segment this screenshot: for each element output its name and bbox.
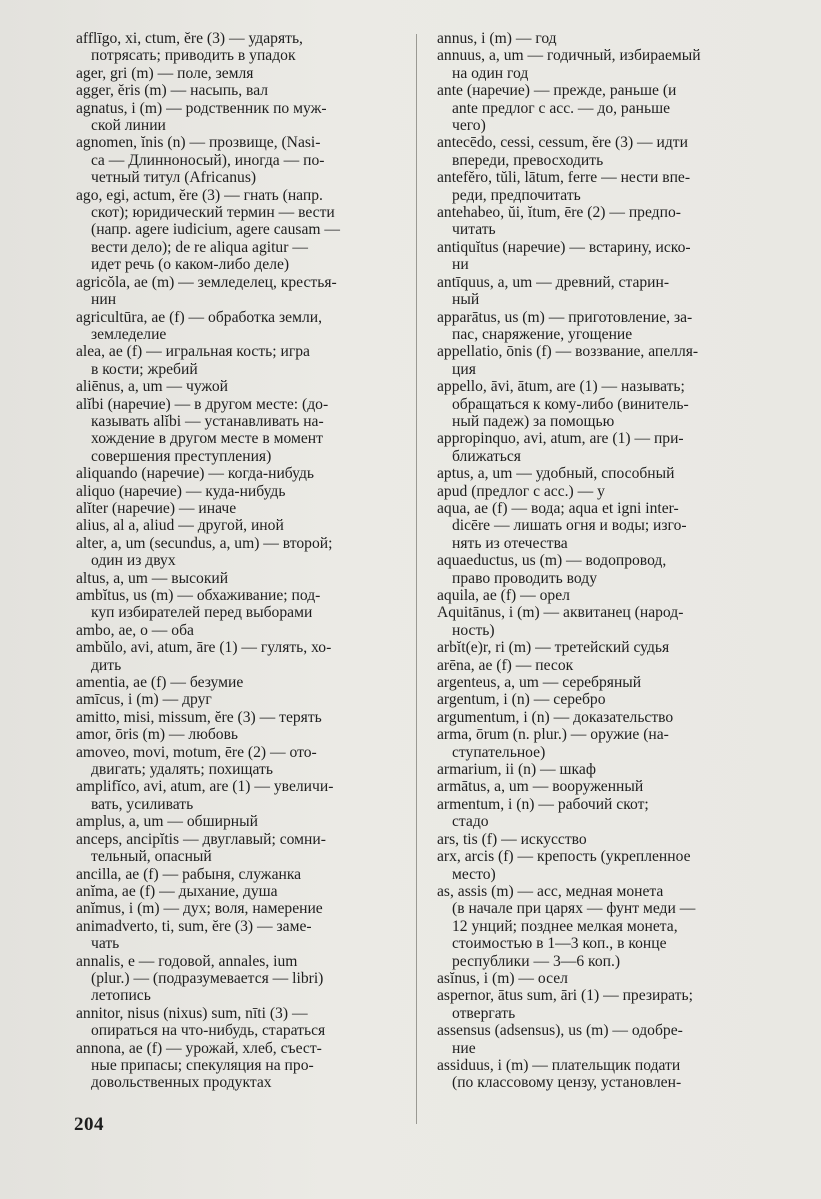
entry-headline: ars, tis (f) — искусство	[437, 830, 587, 848]
entry-headline: amplus, a, um — обширный	[76, 813, 258, 831]
entry-headline: antefĕro, tŭli, lātum, ferre — нести впе-	[437, 169, 691, 187]
entry-continuation: в кости; жребий	[91, 360, 198, 378]
right-column	[437, 30, 787, 1092]
entry-continuation: скот); юридический термин — вести	[91, 204, 335, 222]
entry-headline: alter, a, um (secundus, a, um) — второй;	[76, 534, 333, 552]
entry-headline: ambŭlo, avi, atum, āre (1) — гулять, хо-	[76, 639, 332, 657]
dictionary-entry	[76, 813, 426, 830]
dictionary-entry	[437, 587, 787, 604]
entry-headline: antecēdo, cessi, cessum, ĕre (3) — идти	[437, 134, 688, 152]
dictionary-entry	[76, 866, 426, 883]
entry-headline: aspernor, ātus sum, āri (1) — презирать;	[437, 987, 693, 1005]
dictionary-entry	[437, 378, 787, 430]
dictionary-entry	[76, 691, 426, 708]
entry-headline: ante (наречие) — прежде, раньше (и	[437, 82, 677, 100]
entry-headline: aquaeductus, us (m) — водопровод,	[437, 552, 667, 570]
dictionary-entry	[76, 900, 426, 917]
entry-headline: amitto, misi, missum, ĕre (3) — терять	[76, 708, 322, 726]
dictionary-entry	[76, 30, 426, 65]
entry-continuation: ность)	[452, 621, 495, 639]
dictionary-entry	[437, 430, 787, 465]
dictionary-entry	[76, 831, 426, 866]
dictionary-entry	[76, 709, 426, 726]
dictionary-entry	[437, 831, 787, 848]
dictionary-entry	[76, 187, 426, 274]
dictionary-entry	[437, 82, 787, 134]
entry-headline: assensus (adsensus), us (m) — одобре-	[437, 1022, 683, 1040]
entry-continuation: место)	[452, 865, 496, 883]
entry-continuation: (в начале при царях — фунт меди —	[452, 900, 696, 918]
entry-headline: aquila, ae (f) — орел	[437, 587, 570, 604]
entry-headline: arēna, ae (f) — песок	[437, 656, 574, 674]
entry-continuation: (plur.) — (подразумевается — libri)	[91, 969, 324, 987]
entry-headline: argenteus, a, um — серебряный	[437, 674, 642, 692]
entry-continuation: ный	[452, 291, 480, 309]
entry-headline: altus, a, um — высокий	[76, 569, 229, 587]
entry-headline: anceps, ancipĭtis — двуглавый; сомни-	[76, 830, 326, 848]
dictionary-entry	[437, 343, 787, 378]
entry-continuation: довольственных продуктах	[91, 1074, 272, 1092]
entry-continuation: ный падеж) за помощью	[452, 412, 615, 430]
entry-headline: armātus, a, um — вооруженный	[437, 778, 644, 796]
entry-continuation: ской линии	[91, 117, 166, 135]
entry-headline: amor, ōris (m) — любовь	[76, 726, 239, 744]
entry-continuation: на один год	[452, 64, 529, 82]
entry-continuation: ные припасы; спекуляция на про-	[91, 1056, 314, 1074]
dictionary-entry	[76, 622, 426, 639]
entry-continuation: куп избирателей перед выборами	[91, 604, 313, 622]
entry-continuation: (по классовому цензу, установлен-	[452, 1074, 682, 1092]
dictionary-entry	[437, 465, 787, 482]
entry-headline: annalis, e — годовой, annales, ium	[76, 952, 298, 970]
column-divider	[416, 34, 417, 1124]
dictionary-entry	[76, 778, 426, 813]
dictionary-entry	[437, 30, 787, 47]
entry-headline: afflīgo, xi, ctum, ĕre (3) — ударять,	[76, 30, 303, 47]
dictionary-entry	[437, 657, 787, 674]
entry-headline: aptus, a, um — удобный, способный	[437, 465, 675, 483]
entry-continuation: казывать alĭbi — устанавливать на-	[91, 412, 324, 430]
entry-headline: alius, al a, aliud — другой, иной	[76, 517, 284, 535]
dictionary-entry	[437, 1057, 787, 1092]
page-number: 204	[74, 1114, 104, 1135]
dictionary-entry	[76, 500, 426, 517]
entry-continuation: ция	[452, 360, 476, 378]
entry-continuation: ca — Длинноносый), иногда — по-	[91, 151, 325, 169]
dictionary-entry	[437, 639, 787, 656]
entry-continuation: потрясать; приводить в упадок	[91, 47, 296, 65]
entry-continuation: тельный, опасный	[91, 848, 212, 866]
dictionary-entry	[437, 134, 787, 169]
dictionary-entry	[437, 883, 787, 970]
dictionary-entry	[76, 100, 426, 135]
dictionary-entry	[437, 674, 787, 691]
dictionary-entry	[76, 65, 426, 82]
entry-continuation: чать	[91, 935, 120, 953]
entry-continuation: хождение в другом месте в момент	[91, 430, 323, 448]
entry-headline: amīcus, i (m) — друг	[76, 691, 212, 709]
entry-headline: aqua, ae (f) — вода; aqua et igni inter-	[437, 499, 679, 517]
entry-headline: aliquo (наречие) — куда-нибудь	[76, 482, 286, 500]
entry-continuation: один из двух	[91, 552, 176, 570]
entry-headline: ambo, ae, o — оба	[76, 621, 194, 639]
entry-headline: agnomen, ĭnis (n) — прозвище, (Nasi-	[76, 134, 321, 152]
dictionary-entry	[76, 1040, 426, 1092]
dictionary-entry	[76, 744, 426, 779]
dictionary-entry	[437, 796, 787, 831]
dictionary-entry	[76, 134, 426, 186]
dictionary-entry	[76, 378, 426, 395]
entry-continuation: совершения преступления)	[91, 447, 272, 465]
entry-continuation: земледелие	[91, 325, 167, 343]
dictionary-entry	[76, 953, 426, 1005]
dictionary-entry	[437, 691, 787, 708]
dictionary-entry	[437, 552, 787, 587]
dictionary-entry	[76, 674, 426, 691]
entry-continuation: впереди, превосходить	[452, 151, 604, 169]
dictionary-entry	[437, 47, 787, 82]
dictionary-entry	[437, 778, 787, 795]
entry-continuation: право проводить воду	[452, 569, 597, 587]
entry-headline: antehabeo, ŭi, ĭtum, ēre (2) — предпо-	[437, 204, 681, 222]
entry-headline: agger, ĕris (m) — насыпь, вал	[76, 82, 269, 100]
dictionary-entry	[437, 1022, 787, 1057]
entry-continuation: нять из отечества	[452, 534, 568, 552]
entry-headline: amoveo, movi, motum, ēre (2) — ото-	[76, 743, 317, 761]
entry-continuation: ни	[452, 256, 469, 274]
entry-continuation: dicēre — лишать огня и воды; изго-	[452, 517, 687, 535]
entry-headline: amentia, ae (f) — безумие	[76, 674, 244, 692]
dictionary-entry	[437, 309, 787, 344]
entry-continuation: отвергать	[452, 1004, 516, 1022]
entry-headline: ago, egi, actum, ĕre (3) — гнать (напр.	[76, 186, 323, 204]
entry-continuation: ступательное)	[452, 743, 546, 761]
dictionary-entry	[76, 343, 426, 378]
dictionary-entry	[76, 274, 426, 309]
entry-headline: ancilla, ae (f) — рабыня, служанка	[76, 865, 302, 883]
dictionary-entry	[76, 726, 426, 743]
entry-headline: antiquĭtus (наречие) — встарину, иско-	[437, 238, 691, 256]
dictionary-entry	[437, 274, 787, 309]
dictionary-entry	[76, 883, 426, 900]
entry-headline: armentum, i (n) — рабочий скот;	[437, 795, 649, 813]
entry-headline: appellatio, ōnis (f) — воззвание, апелля-	[437, 343, 699, 361]
entry-continuation: пас, снаряжение, угощение	[452, 325, 633, 343]
dictionary-entry	[76, 465, 426, 482]
entry-headline: apud (предлог с acc.) — у	[437, 482, 605, 500]
entry-headline: ambĭtus, us (m) — обхаживание; под-	[76, 587, 321, 604]
entry-headline: armarium, ii (n) — шкаф	[437, 761, 596, 779]
dictionary-entry	[437, 970, 787, 987]
entry-headline: argentum, i (n) — серебро	[437, 691, 606, 709]
dictionary-entry	[437, 987, 787, 1022]
entry-continuation: вать, усиливать	[91, 795, 194, 813]
entry-headline: appropinquo, avi, atum, are (1) — при-	[437, 430, 684, 448]
entry-continuation: чего)	[452, 117, 486, 135]
entry-continuation: республики — 3—6 коп.)	[452, 952, 621, 970]
entry-headline: annus, i (m) — год	[437, 30, 557, 47]
entry-continuation: стоимостью в 1—3 коп., в конце	[452, 935, 667, 953]
entry-headline: antīquus, a, um — древний, старин-	[437, 273, 670, 291]
dictionary-entry	[437, 239, 787, 274]
entry-headline: asĭnus, i (m) — осел	[437, 969, 568, 987]
entry-continuation: ние	[452, 1039, 476, 1057]
entry-headline: apparātus, us (m) — приготовление, за-	[437, 308, 693, 326]
dictionary-entry	[437, 726, 787, 761]
entry-headline: arx, arcis (f) — крепость (укрепленное	[437, 848, 691, 866]
entry-headline: arma, ōrum (n. plur.) — оружие (на-	[437, 726, 669, 744]
entry-headline: annitor, nisus (nixus) sum, nīti (3) —	[76, 1004, 308, 1022]
entry-continuation: вести дело); de re aliqua agitur —	[91, 238, 308, 256]
entry-headline: annona, ae (f) — урожай, хлеб, съест-	[76, 1039, 322, 1057]
entry-headline: animadverto, ti, sum, ĕre (3) — заме-	[76, 917, 312, 935]
entry-headline: argumentum, i (n) — доказательство	[437, 708, 674, 726]
dictionary-entry	[76, 517, 426, 534]
entry-headline: aliēnus, a, um — чужой	[76, 378, 228, 396]
dictionary-entry	[76, 483, 426, 500]
dictionary-entry	[437, 500, 787, 552]
dictionary-entry	[76, 1005, 426, 1040]
entry-headline: appello, āvi, ātum, are (1) — называть;	[437, 378, 685, 396]
left-column	[76, 30, 426, 1092]
entry-headline: annuus, a, um — годичный, избираемый	[437, 47, 701, 65]
entry-headline: amplifĭco, avi, atum, are (1) — увеличи-	[76, 778, 334, 796]
entry-headline: assiduus, i (m) — плательщик подати	[437, 1056, 681, 1074]
dictionary-entry	[76, 396, 426, 466]
entry-continuation: летопись	[91, 987, 151, 1005]
dictionary-entry	[437, 204, 787, 239]
entry-continuation: дить	[91, 656, 122, 674]
entry-headline: agricŏla, ae (m) — земледелец, крестья-	[76, 273, 337, 291]
entry-continuation: опираться на что-нибудь, стараться	[91, 1022, 326, 1040]
dictionary-entry	[437, 709, 787, 726]
entry-continuation: двигать; удалять; похищать	[91, 761, 273, 779]
entry-headline: agricultūra, ae (f) — обработка земли,	[76, 308, 322, 326]
entry-continuation: нин	[91, 291, 117, 309]
dictionary-entry	[76, 639, 426, 674]
entry-continuation: 12 унций; позднее мелкая монета,	[452, 917, 678, 935]
entry-headline: alĭter (наречие) — иначе	[76, 499, 237, 517]
entry-continuation: читать	[452, 221, 496, 239]
entry-headline: anĭma, ae (f) — дыхание, душа	[76, 882, 278, 900]
entry-headline: alea, ae (f) — игральная кость; игра	[76, 343, 310, 361]
entry-headline: anĭmus, i (m) — дух; воля, намерение	[76, 900, 323, 918]
entry-headline: aliquando (наречие) — когда-нибудь	[76, 465, 315, 483]
entry-headline: arbĭt(e)r, ri (m) — третейский судья	[437, 639, 670, 657]
dictionary-entry	[76, 82, 426, 99]
dictionary-entry	[76, 309, 426, 344]
entry-continuation: реди, предпочитать	[452, 186, 581, 204]
dictionary-entry	[437, 761, 787, 778]
dictionary-entry	[437, 848, 787, 883]
dictionary-entry	[76, 918, 426, 953]
entry-continuation: обращаться к кому-либо (винитель-	[452, 395, 689, 413]
entry-continuation: четный титул (Africanus)	[91, 169, 257, 187]
entry-headline: ager, gri (m) — поле, земля	[76, 64, 254, 82]
dictionary-entry	[437, 483, 787, 500]
entry-headline: alĭbi (наречие) — в другом месте: (до-	[76, 395, 329, 413]
entry-continuation: (напр. agere iudicium, agere causam —	[91, 221, 340, 239]
entry-continuation: ближаться	[452, 447, 521, 465]
entry-continuation: стадо	[452, 813, 489, 831]
dictionary-entry	[76, 587, 426, 622]
entry-continuation: идет речь (о каком-либо деле)	[91, 256, 290, 274]
entry-headline: Aquitānus, i (m) — аквитанец (народ-	[437, 604, 684, 622]
dictionary-entry	[76, 570, 426, 587]
entry-headline: agnatus, i (m) — родственник по муж-	[76, 99, 327, 117]
dictionary-entry	[437, 604, 787, 639]
entry-headline: as, assis (m) — асс, медная монета	[437, 882, 664, 900]
dictionary-entry	[437, 169, 787, 204]
dictionary-entry	[76, 535, 426, 570]
entry-continuation: ante предлог с acc. — до, раньше	[452, 99, 671, 117]
